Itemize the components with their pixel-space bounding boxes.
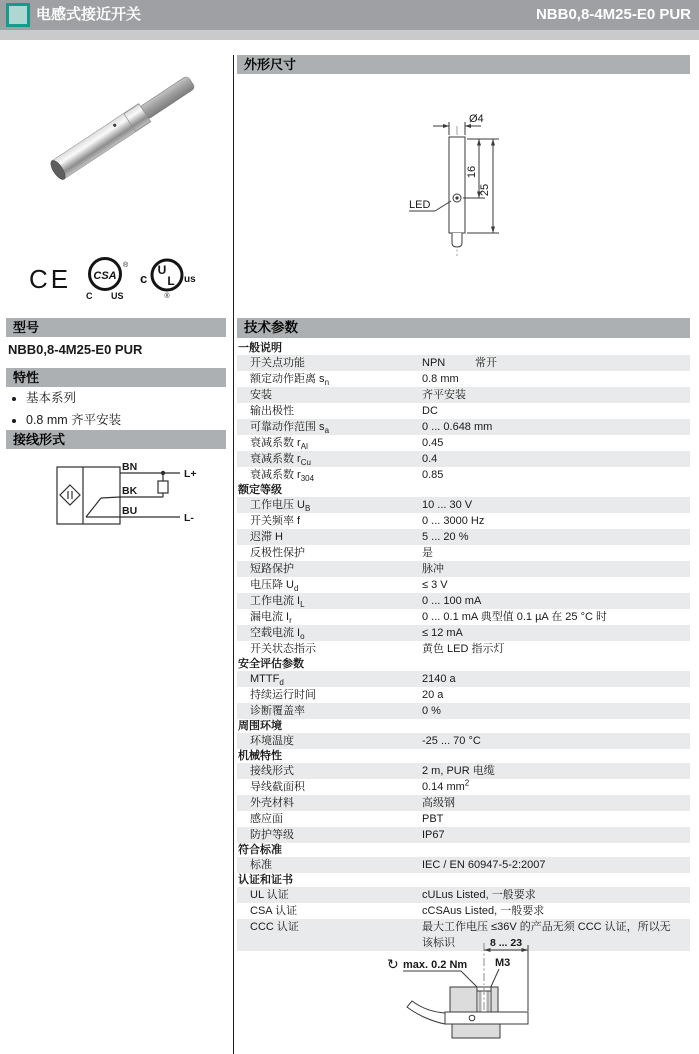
- wire-label-bk: BK: [122, 485, 138, 497]
- spec-value: ≤ 3 V: [422, 579, 448, 591]
- spec-row: [237, 355, 690, 371]
- spec-label: 接线形式: [250, 765, 294, 777]
- spec-value: 20 a: [422, 689, 444, 701]
- spec-table: [237, 341, 690, 951]
- spec-value: 2140 a: [422, 673, 456, 685]
- spec-label: 安装: [250, 389, 272, 401]
- spec-value: 0.8 mm: [422, 373, 459, 385]
- spec-row: [237, 827, 690, 843]
- spec-row: [237, 387, 690, 403]
- spec-row: [237, 419, 690, 435]
- spec-row: [237, 497, 690, 513]
- spec-value: 0.4: [422, 453, 438, 465]
- spec-row: [237, 811, 690, 827]
- spec-value: 0 ... 0.648 mm: [422, 421, 493, 433]
- spec-row: [237, 545, 690, 561]
- spec-row: [237, 671, 690, 687]
- spec-label: 电压降 $U_d$: [250, 579, 299, 594]
- dim-clamp-range-label: 8 ... 23: [489, 937, 523, 949]
- spec-label: 短路保护: [250, 563, 294, 575]
- spec-label: 反极性保护: [250, 547, 305, 559]
- spec-row: [237, 703, 690, 719]
- spec-row: [237, 687, 690, 703]
- spec-value: 0 %: [422, 705, 441, 717]
- led-label: LED: [409, 199, 431, 211]
- spec-row: [237, 609, 690, 625]
- sensor-side-view: [445, 1012, 528, 1024]
- led-side-view: [469, 1015, 475, 1021]
- wire-label-bn: BN: [122, 461, 138, 473]
- mounting-block-bottom: [452, 1024, 500, 1038]
- dimension-drawing: [237, 80, 690, 315]
- spec-value: ≤ 12 mA: [422, 627, 463, 639]
- spec-row: [237, 857, 690, 873]
- terminal-label-lminus: L-: [184, 512, 194, 524]
- model-number-header: NBB0,8-4M25-E0 PUR: [535, 6, 691, 23]
- load-symbol: [158, 481, 168, 493]
- spec-value: 黄色 LED 指示灯: [422, 643, 505, 655]
- spec-section-title: 一般说明: [238, 342, 282, 354]
- spec-value: 高级钢: [422, 797, 455, 809]
- spec-row: [237, 625, 690, 641]
- svg-text:US: US: [111, 291, 124, 300]
- page-title: 电感式接近开关: [36, 6, 142, 23]
- spec-value: PBT: [422, 813, 444, 825]
- spec-value: cCSAus Listed, 一般要求: [422, 905, 545, 917]
- spec-label: 工作电压 $U_B$: [250, 499, 311, 514]
- ce-logo: [28, 260, 80, 296]
- page-header: [0, 0, 699, 30]
- spec-row: [237, 733, 690, 749]
- spec-row: [237, 403, 690, 419]
- spec-label: 标准: [250, 859, 272, 871]
- spec-label: 环境温度: [250, 735, 294, 747]
- spec-row: [237, 763, 690, 779]
- terminal-label-lplus: L+: [184, 468, 197, 480]
- spec-label: 额定动作距离 $s_n$: [250, 373, 330, 388]
- spec-label: 感应面: [250, 813, 283, 825]
- switch-contact-symbol: [86, 498, 101, 517]
- column-divider: [233, 55, 234, 1054]
- dim-diameter-label: Ø4: [469, 113, 484, 125]
- spec-section-title: 认证和证书: [238, 874, 293, 886]
- spec-value: 最大工作电压 ≤36V 的产品无须 CCC 认证，所以无该标识: [422, 921, 671, 949]
- spec-row: [237, 371, 690, 387]
- spec-row: [237, 561, 690, 577]
- cable-side-view: [407, 1001, 445, 1024]
- spec-value: DC: [422, 405, 438, 417]
- spec-row: [237, 577, 690, 593]
- spec-label: 迟滞 H: [250, 531, 283, 543]
- spec-value: 0.45: [422, 437, 444, 449]
- dim-led-position-label: 16: [466, 165, 478, 179]
- section-heading-dimensions: 外形尺寸: [237, 55, 690, 74]
- spec-row: [237, 529, 690, 545]
- rotation-arrow-icon: ↻: [387, 956, 399, 972]
- header-substrip: [0, 30, 699, 40]
- spec-value: 0.14 $mm^2$: [422, 778, 470, 793]
- spec-label: 开关点功能: [250, 357, 305, 369]
- wire-label-bu: BU: [122, 505, 138, 517]
- spec-label: 漏电流 $I_r$: [250, 611, 292, 626]
- sensor-cable: [139, 75, 196, 120]
- svg-text:U: U: [157, 263, 167, 277]
- spec-label: 输出极性: [250, 405, 294, 417]
- feature-item: • 0.8 mm 齐平安装: [26, 410, 121, 428]
- spec-section-title: 额定等级: [238, 484, 282, 496]
- wiring-diagram: [8, 455, 225, 555]
- sensor-housing-outline: [449, 137, 465, 233]
- spec-label: $MTTF_d$: [250, 673, 284, 688]
- spec-value: 齐平安装: [422, 389, 466, 401]
- spec-value: 0 ... 0.1 mA 典型值 0.1 µA 在 25 °C 时: [422, 611, 607, 623]
- spec-value: 是: [422, 547, 433, 559]
- spec-label: 外壳材料: [250, 797, 294, 809]
- spec-label: 诊断覆盖率: [250, 705, 305, 717]
- spec-value: 0 ... 3000 Hz: [422, 515, 485, 527]
- spec-row: [237, 779, 690, 795]
- svg-text:CSA: CSA: [93, 270, 117, 282]
- spec-label: 持续运行时间: [250, 689, 316, 701]
- spec-label: CCC 认证: [250, 921, 299, 933]
- section-heading-features: 特性: [6, 368, 226, 387]
- spec-section-title: 安全评估参数: [238, 658, 304, 670]
- spec-value: -25 ... 70 °C: [422, 735, 481, 747]
- svg-text:C: C: [86, 291, 93, 300]
- spec-label: 空载电流 $I_o$: [250, 627, 305, 642]
- ce-logo-text: CE: [29, 264, 72, 294]
- spec-label: 衰减系数 $r_{304}$: [250, 469, 315, 484]
- svg-text:us: us: [184, 274, 196, 285]
- spec-value: IEC / EN 60947-5-2:2007: [422, 859, 546, 871]
- spec-section-title: 机械特性: [238, 750, 282, 762]
- torque-label: max. 0.2 Nm: [403, 959, 468, 971]
- product-photo: [8, 58, 225, 258]
- spec-value: 2 m, PUR 电缆: [422, 765, 495, 777]
- spec-label: 衰减系数 $r_{Cu}$: [250, 453, 311, 468]
- spec-row: [237, 513, 690, 529]
- dim-length-label: 25: [479, 183, 491, 197]
- thread-size-label: M3: [495, 957, 511, 969]
- section-heading-model: 型号: [6, 318, 226, 337]
- ul-logo: [140, 254, 198, 300]
- spec-row: [237, 435, 690, 451]
- sensor-symbol-box: [57, 467, 120, 524]
- spec-value: 0 ... 100 mA: [422, 595, 482, 607]
- svg-text:L: L: [167, 274, 175, 288]
- spec-value: NPN 常开: [422, 357, 497, 369]
- spec-label: CSA 认证: [250, 905, 298, 917]
- section-heading-specs: 技术参数: [237, 318, 690, 338]
- spec-value: 0.85: [422, 469, 444, 481]
- product-family-icon: [6, 3, 30, 27]
- spec-label: UL 认证: [250, 889, 289, 901]
- feature-list: [8, 388, 121, 432]
- spec-row: [237, 903, 690, 919]
- inductive-sensor-symbol: [60, 485, 80, 505]
- cable-outlet-outline: [452, 233, 462, 247]
- spec-value: 脉冲: [422, 563, 444, 575]
- svg-text:®: ®: [164, 293, 170, 300]
- spec-label: 导线截面积: [250, 781, 305, 793]
- spec-section-title: 周围环境: [238, 720, 282, 732]
- svg-text:®: ®: [123, 262, 129, 269]
- spec-row: [237, 795, 690, 811]
- spec-section-title: 符合标准: [238, 844, 282, 856]
- spec-value: IP67: [422, 829, 445, 841]
- spec-value: 5 ... 20 %: [422, 531, 469, 543]
- svg-text:c: c: [140, 271, 148, 286]
- spec-label: 防护等级: [250, 829, 294, 841]
- feature-item: • 基本系列: [26, 388, 121, 406]
- spec-row: [237, 593, 690, 609]
- spec-value: 10 ... 30 V: [422, 499, 473, 511]
- spec-label: 可靠动作范围 $s_a$: [250, 421, 330, 436]
- mounting-drawing: [237, 935, 690, 1050]
- spec-value: cULus Listed, 一般要求: [422, 889, 536, 901]
- spec-label: 开关状态指示: [250, 643, 316, 655]
- section-heading-connection: 接线形式: [6, 430, 226, 449]
- csa-logo: [82, 254, 132, 300]
- model-number: NBB0,8-4M25-E0 PUR: [8, 342, 143, 357]
- spec-row: [237, 451, 690, 467]
- spec-label: 衰减系数 $r_{Al}$: [250, 437, 308, 452]
- spec-label: 开关频率 f: [250, 515, 301, 527]
- spec-row: [237, 641, 690, 657]
- spec-row: [237, 887, 690, 903]
- spec-label: 工作电流 $I_L$: [250, 595, 305, 610]
- spec-row: [237, 467, 690, 483]
